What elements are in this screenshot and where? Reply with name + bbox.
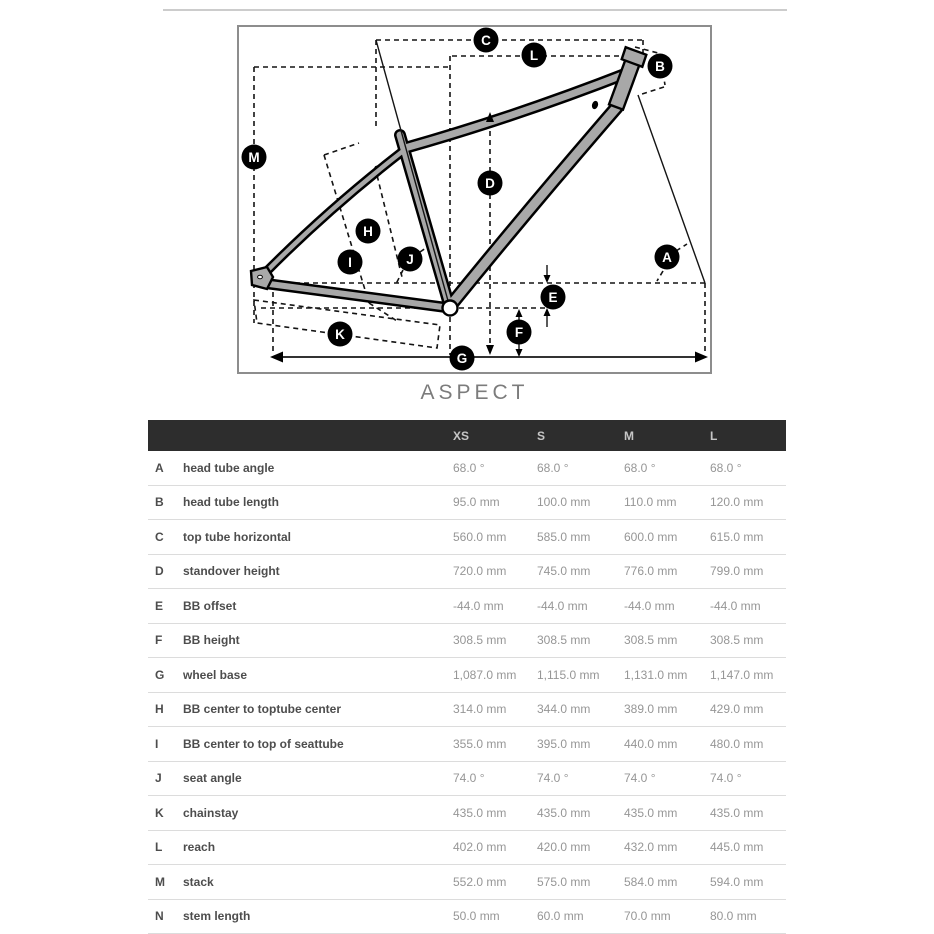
row-letter: F [155,633,163,648]
row-letter: I [155,736,159,751]
row-value: 74.0 ° [624,771,656,786]
row-value: 74.0 ° [710,771,742,786]
table-row [148,796,786,831]
row-value: 1,131.0 mm [624,667,688,682]
row-value: 70.0 mm [624,909,671,924]
diagram-label-text: G [456,350,468,366]
row-letter: E [155,598,164,613]
diagram-label-text: J [406,251,414,267]
row-name: BB center to top of seattube [183,736,344,751]
table-row [148,486,786,521]
column-header-l: L [710,428,718,443]
row-letter: J [155,771,162,786]
row-value: -44.0 mm [453,598,504,613]
table-row [148,520,786,555]
diagram-label-text: F [514,324,524,340]
row-value: 308.5 mm [624,633,678,648]
row-name: chainstay [183,805,239,820]
row-letter: C [155,529,164,544]
row-value: 1,147.0 mm [710,667,774,682]
row-value: -44.0 mm [624,598,675,613]
table-body [148,451,786,934]
row-value: 74.0 ° [453,771,485,786]
row-value: 314.0 mm [453,702,507,717]
row-letter: K [155,805,164,820]
diagram-label-text: L [529,47,539,63]
row-value: 50.0 mm [453,909,500,924]
table-row [148,624,786,659]
row-name: BB height [183,633,240,648]
row-value: 389.0 mm [624,702,678,717]
row-letter: D [155,564,164,579]
diagram-label-text: E [548,289,558,305]
bottom-bracket [443,301,458,316]
row-value: 584.0 mm [624,874,678,889]
row-value: 95.0 mm [453,495,500,510]
row-letter: H [155,702,164,717]
row-value: 432.0 mm [624,840,678,855]
top-divider [163,9,787,11]
row-value: 1,115.0 mm [537,667,600,682]
row-value: 420.0 mm [537,840,591,855]
row-value: 720.0 mm [453,564,507,579]
row-value: 308.5 mm [453,633,507,648]
diagram-label-text: K [335,326,345,342]
row-letter: M [155,874,165,889]
diagram-label-text: M [248,149,260,165]
row-value: 355.0 mm [453,736,507,751]
table-row [148,831,786,866]
row-value: 395.0 mm [537,736,591,751]
table-row [148,589,786,624]
diagram-label-text: D [485,175,495,191]
row-value: 799.0 mm [710,564,764,579]
bike-frame [251,47,646,308]
row-letter: G [155,667,165,682]
row-name: seat angle [183,771,242,786]
row-value: 480.0 mm [710,736,764,751]
row-value: 68.0 ° [624,460,656,475]
geometry-table [148,420,786,934]
row-value: 776.0 mm [624,564,678,579]
row-value: 60.0 mm [537,909,584,924]
table-row [148,658,786,693]
diagram-label-text: A [662,249,672,265]
diagram-label-text: C [481,32,491,48]
row-value: 344.0 mm [537,702,591,717]
row-value: 435.0 mm [710,805,764,820]
frame-diagram [239,27,710,372]
cable-port [591,100,599,110]
geometry-diagram-panel [237,25,712,374]
row-name: stack [183,874,214,889]
axis-lines [376,40,705,308]
row-value: 440.0 mm [624,736,678,751]
row-name: BB offset [183,598,237,613]
diagram-label-text: I [348,254,352,270]
row-value: 585.0 mm [537,529,591,544]
row-value: 74.0 ° [537,771,569,786]
row-letter: L [155,840,163,855]
row-value: 80.0 mm [710,909,757,924]
row-value: 68.0 ° [710,460,742,475]
row-value: 615.0 mm [710,529,764,544]
row-value: 600.0 mm [624,529,678,544]
row-letter: A [155,460,164,475]
row-value: 745.0 mm [537,564,591,579]
row-letter: N [155,909,164,924]
row-value: 402.0 mm [453,840,507,855]
row-value: 308.5 mm [537,633,591,648]
row-value: 1,087.0 mm [453,667,517,682]
row-value: -44.0 mm [537,598,588,613]
row-value: 435.0 mm [537,805,591,820]
row-value: 100.0 mm [537,495,591,510]
row-name: wheel base [183,667,248,682]
table-row [148,865,786,900]
table-row [148,555,786,590]
row-value: 68.0 ° [537,460,569,475]
row-value: 435.0 mm [453,805,507,820]
row-name: BB center to toptube center [183,702,342,717]
row-value: 68.0 ° [453,460,485,475]
row-letter: B [155,495,164,510]
table-row [148,451,786,486]
table-row [148,900,786,934]
row-name: reach [183,840,216,855]
row-value: 445.0 mm [710,840,764,855]
diagram-label-text: B [655,58,665,74]
row-name: stem length [183,909,251,924]
row-value: 575.0 mm [537,874,591,889]
table-row [148,727,786,762]
column-header-s: S [537,428,546,443]
row-name: head tube length [183,495,279,510]
row-value: 560.0 mm [453,529,507,544]
diagram-label-text: H [363,223,373,239]
table-row [148,762,786,797]
column-header-xs: XS [453,428,470,443]
row-name: standover height [183,564,280,579]
table-row [148,693,786,728]
row-name: top tube horizontal [183,529,291,544]
table-header-row [148,420,786,451]
model-title: ASPECT [420,381,529,404]
column-header-m: M [624,428,634,443]
row-value: 120.0 mm [710,495,764,510]
row-value: 594.0 mm [710,874,764,889]
row-value: 552.0 mm [453,874,507,889]
row-value: 308.5 mm [710,633,764,648]
row-value: -44.0 mm [710,598,761,613]
dimension-lines [254,40,705,355]
row-value: 429.0 mm [710,702,764,717]
row-name: head tube angle [183,460,275,475]
row-value: 110.0 mm [624,495,677,510]
row-value: 435.0 mm [624,805,678,820]
